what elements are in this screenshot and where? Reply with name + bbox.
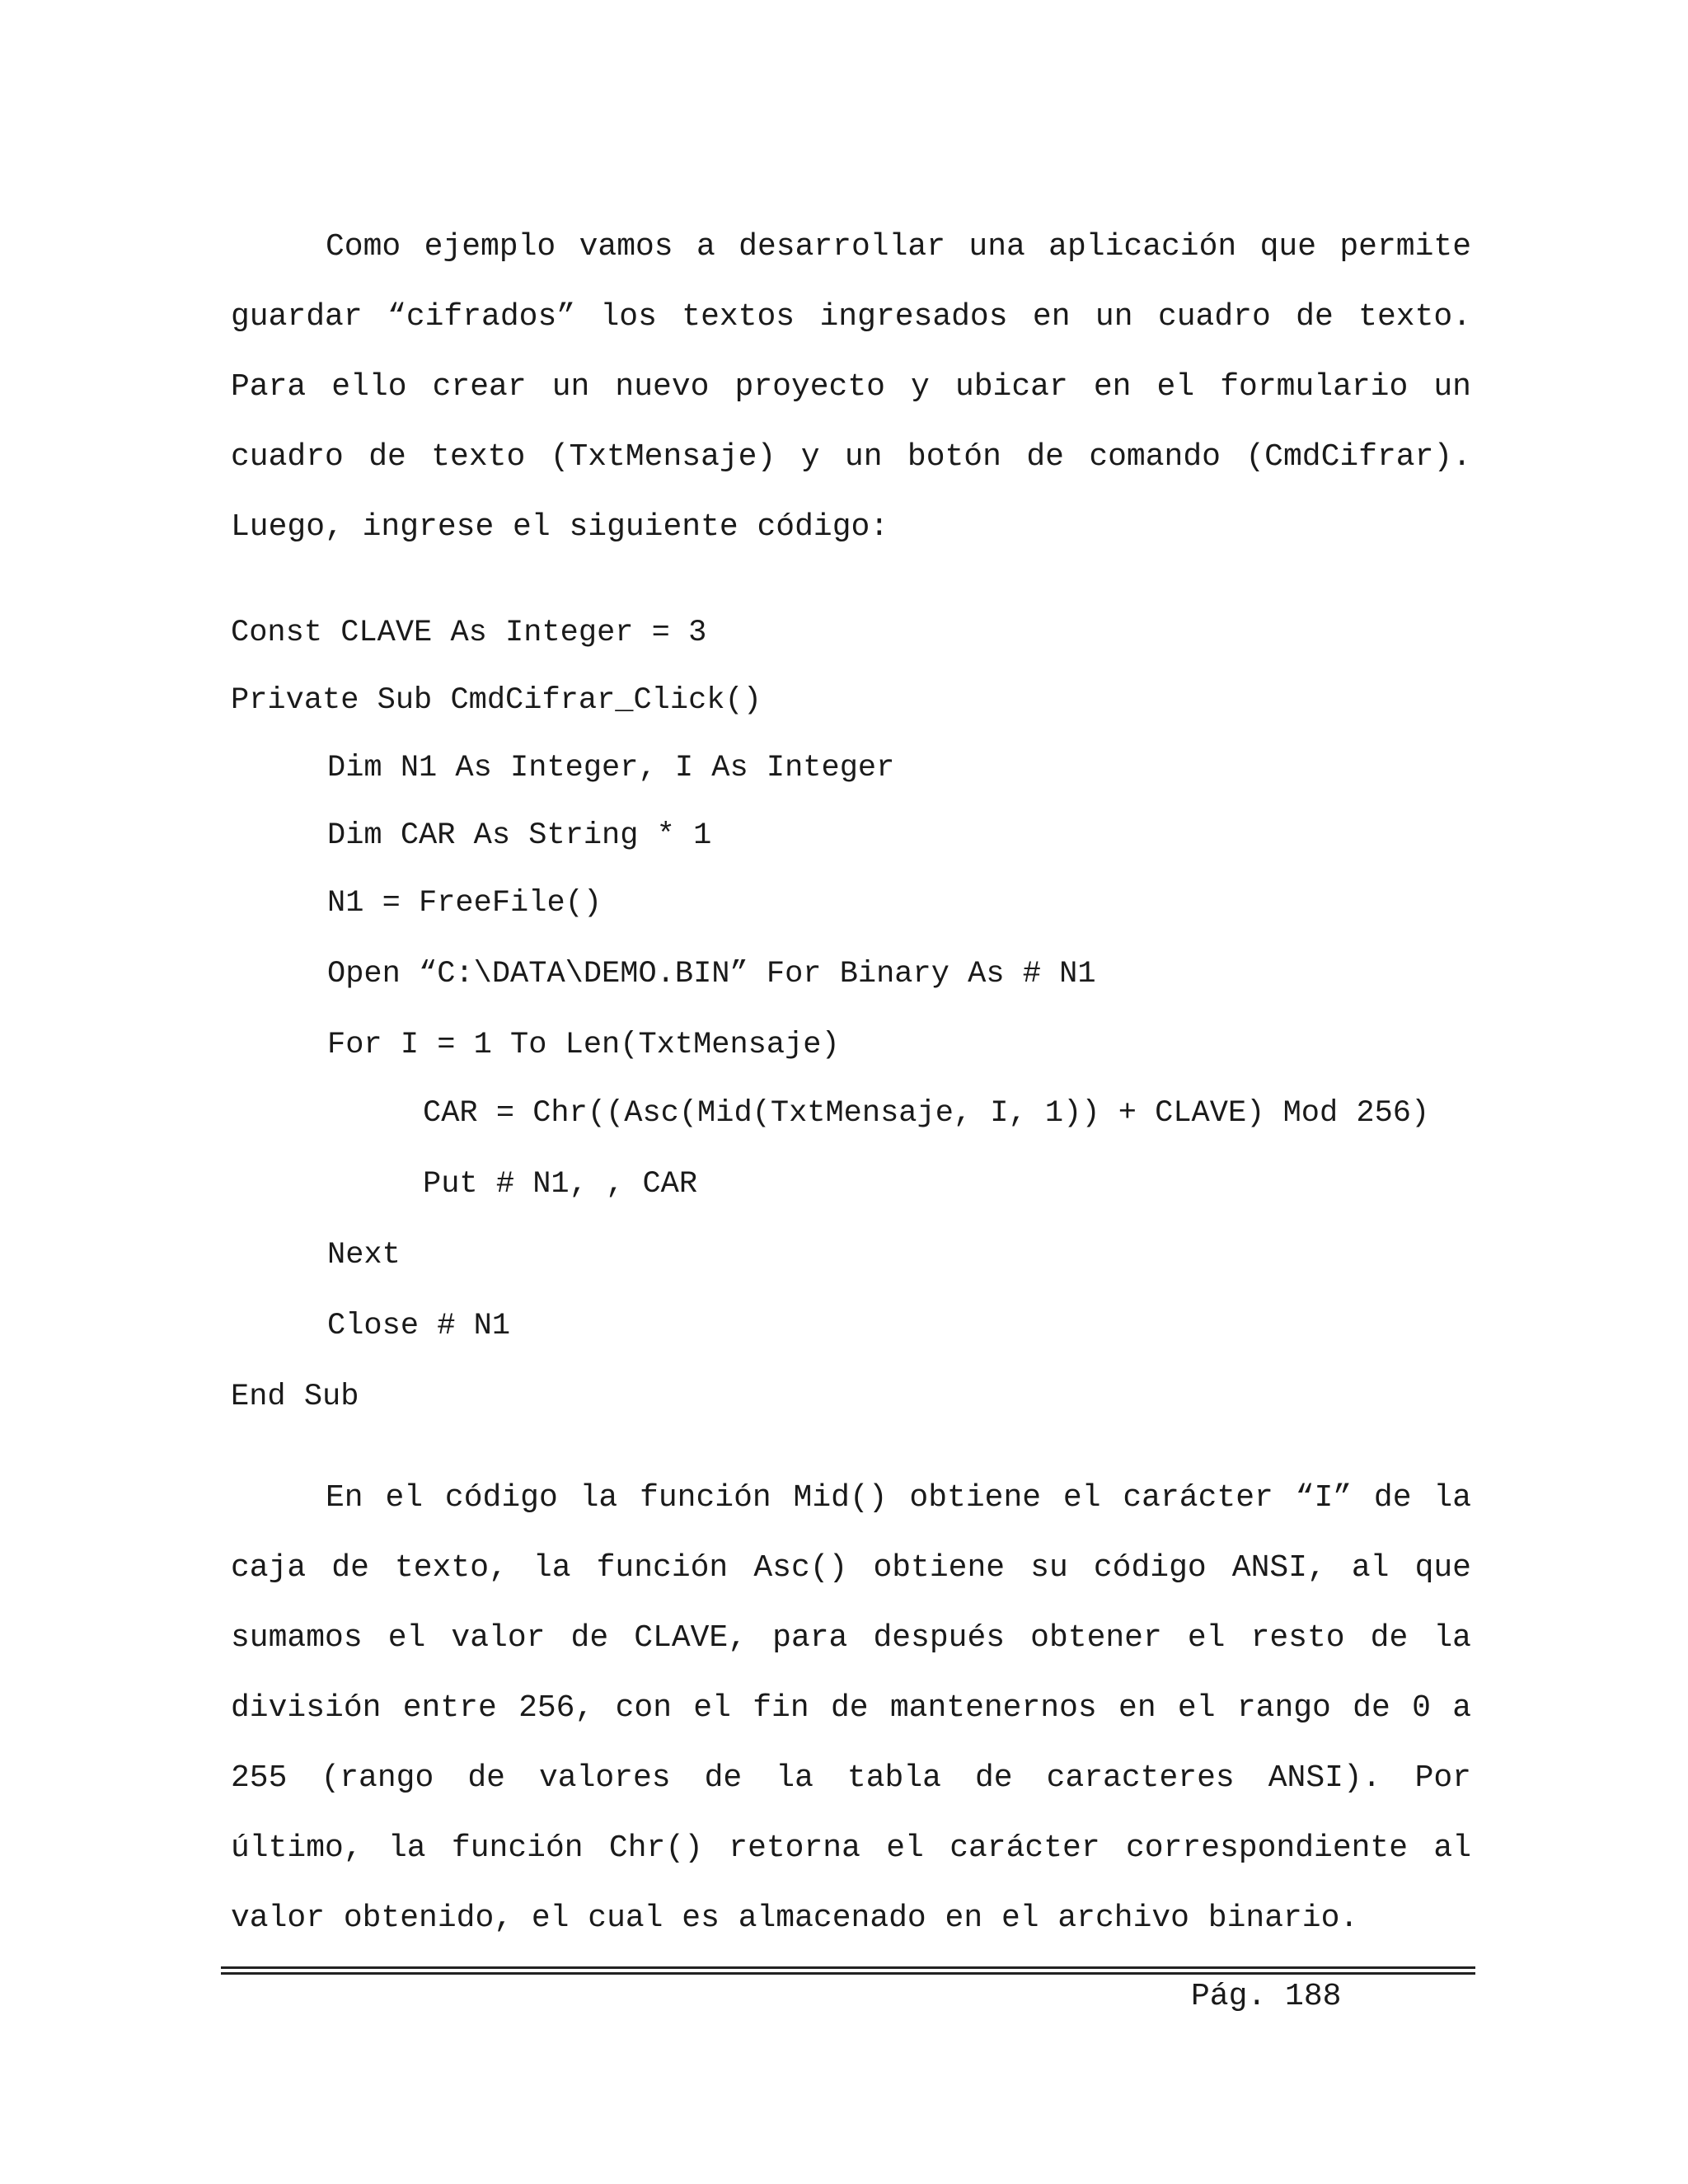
code-line: Private Sub CmdCifrar_Click() bbox=[231, 683, 762, 718]
code-line: Open “C:\DATA\DEMO.BIN” For Binary As # N1 bbox=[327, 957, 1096, 991]
code-line: Dim CAR As String * 1 bbox=[327, 818, 712, 853]
code-line: N1 = FreeFile() bbox=[327, 886, 603, 921]
code-line: Next bbox=[327, 1238, 401, 1272]
explanation-paragraph bbox=[231, 1463, 1471, 1953]
code-line: Close # N1 bbox=[327, 1309, 511, 1343]
code-line: Put # N1, , CAR bbox=[423, 1167, 698, 1202]
intro-paragraph bbox=[231, 212, 1471, 562]
code-line: Dim N1 As Integer, I As Integer bbox=[327, 751, 895, 785]
code-line: End Sub bbox=[231, 1380, 359, 1414]
code-line: CAR = Chr((Asc(Mid(TxtMensaje, I, 1)) + CLAVE) Mod 256) bbox=[423, 1096, 1430, 1131]
explanation-paragraph-text: En el código la función Mid() obtiene el carácter “I” de la caja de texto, la función Asc() obtiene su código ANSI, al que sumamos el valor de CLAVE, para después obtener el resto de la división entre 256, con el fin de mantenernos en el rango de 0 a 255 (rango de valores de la tabla de caracteres ANSI). Por último, la función Chr() retorna el carácter correspondiente al valor obtenido, el cual es almacenado en el archivo binario. bbox=[231, 1480, 1471, 1936]
footer-rule-top bbox=[221, 1966, 1475, 1969]
code-line: Const CLAVE As Integer = 3 bbox=[231, 616, 707, 650]
page-number: Pág. 188 bbox=[1191, 1979, 1342, 2014]
intro-paragraph-text: Como ejemplo vamos a desarrollar una aplicación que permite guardar “cifrados” los textos ingresados en un cuadro de texto. Para ello crear un nuevo proyecto y ubicar en el formulario un cuadro de texto (TxtMensaje) y un botón de comando (CmdCifrar). Luego, ingrese el siguiente código: bbox=[231, 229, 1471, 545]
code-line: For I = 1 To Len(TxtMensaje) bbox=[327, 1028, 840, 1062]
footer-rule-bottom bbox=[221, 1972, 1475, 1975]
